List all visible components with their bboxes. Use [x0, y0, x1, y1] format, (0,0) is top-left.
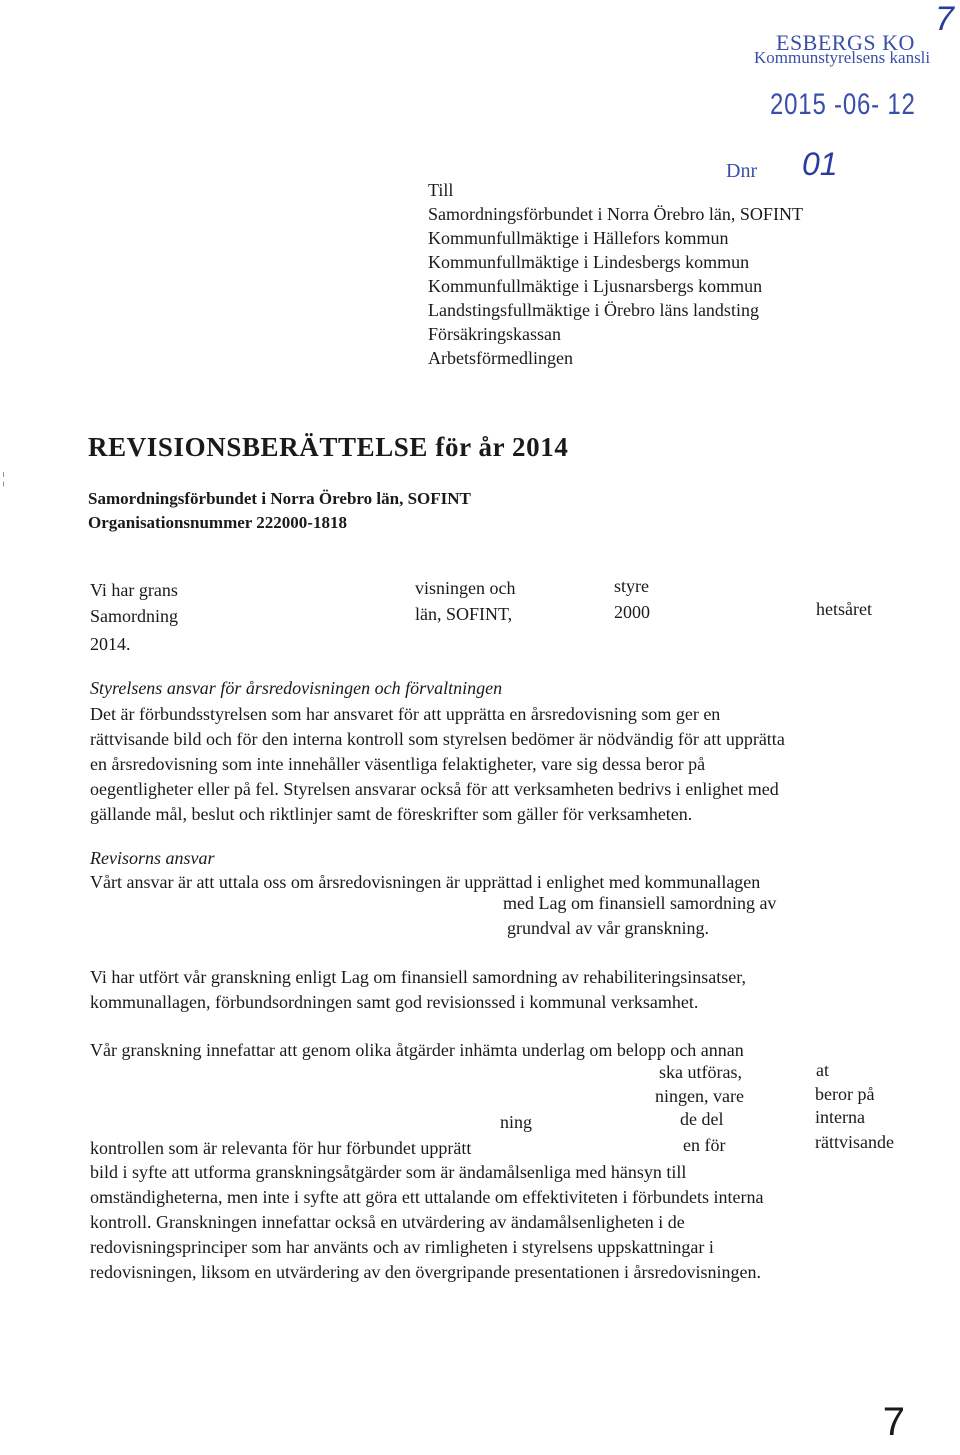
paragraph-line: Vi har utfört vår granskning enligt Lag om finansiell samordning av rehabiliteringsinsatser, — [90, 967, 747, 987]
paragraph-fragment: at — [816, 1060, 829, 1080]
stamp-dnr-label: Dnr — [726, 160, 758, 182]
paragraph-fragment: de del — [680, 1109, 724, 1129]
paragraph-line: oegentligheter eller på fel. Styrelsen ansvarar också för att verksamheten bedrivs i enlighet med — [90, 779, 779, 799]
paragraph — [90, 1160, 763, 1285]
paragraph-fragment: en för — [683, 1135, 726, 1155]
paragraph-line: en årsredovisning som inte innehåller väsentliga felaktigheter, vare sig dessa beror på — [90, 754, 706, 774]
paragraph-line: Vår granskning innefattar att genom olika åtgärder inhämta underlag om belopp och annan — [90, 1040, 744, 1060]
paragraph-line: bild i syfte att utforma granskningsåtgärder som är ändamålsenliga med hänsyn till — [90, 1162, 687, 1182]
recipient-block — [428, 178, 803, 370]
paragraph-fragment: ningen, vare — [655, 1086, 744, 1106]
page-number: 7 — [882, 1400, 905, 1444]
stamp-date: 2015 -06- 12 — [770, 88, 916, 121]
paragraph-line: Det är förbundsstyrelsen som har ansvaret för att upprätta en årsredovisning som ger en — [90, 704, 721, 724]
paragraph-line: med Lag om finansiell samordning av — [503, 893, 777, 913]
paragraph-fragment: beror på — [815, 1084, 875, 1104]
paragraph-line: gällande mål, beslut och riktlinjer samt de föreskrifter som gäller för verksamheten. — [90, 804, 693, 824]
paragraph-fragment: interna — [815, 1107, 865, 1127]
recipient-line: Samordningsförbundet i Norra Örebro län, SOFINT — [428, 204, 803, 224]
paragraph-fragment: rättvisande — [815, 1132, 894, 1152]
intro-fragment: 2000 — [614, 602, 650, 622]
paragraph-line: Vårt ansvar är att uttala oss om årsredovisningen är upprättad i enlighet med kommunallagen — [90, 872, 761, 892]
recipient-line: Landstingsfullmäktige i Örebro läns landsting — [428, 300, 759, 320]
intro-fragment: styre — [614, 576, 649, 596]
paragraph-fragment: kontrollen som är relevanta för hur förbundet upprätt — [90, 1138, 472, 1158]
paragraph-line: kommunallagen, förbundsordningen samt god revisionssed i kommunal verksamhet. — [90, 992, 699, 1012]
document-subtitle — [88, 487, 471, 535]
intro-fragment: hetsåret — [816, 599, 872, 619]
handwritten-dnr: 01 — [802, 146, 838, 182]
intro-fragment: län, SOFINT, — [415, 604, 513, 624]
recipient-line: Kommunfullmäktige i Lindesbergs kommun — [428, 252, 750, 272]
intro-fragment: Samordning — [90, 606, 178, 626]
section-heading: Styrelsens ansvar för årsredovisningen och förvaltningen — [90, 678, 503, 698]
paragraph-line: kontroll. Granskningen innefattar också en utvärdering av ändamålsenligheten i de — [90, 1212, 685, 1232]
paragraph-line: rättvisande bild och för den interna kontroll som styrelsen bedömer är nödvändig för att upprätta — [90, 729, 785, 749]
recipient-heading: Till — [428, 180, 454, 200]
recipient-line: Kommunfullmäktige i Ljusnarsbergs kommun — [428, 276, 763, 296]
stamp-subtitle: Kommunstyrelsens kansli — [754, 48, 931, 67]
paragraph-line: redovisningen, liksom en utvärdering av den övergripande presentationen i årsredovisningen. — [90, 1262, 761, 1282]
recipient-line: Kommunfullmäktige i Hällefors kommun — [428, 228, 729, 248]
section-heading: Revisorns ansvar — [90, 848, 215, 868]
intro-fragment: 2014. — [90, 634, 131, 654]
stamp-title: ESBERGS KO — [776, 30, 915, 55]
handwritten-corner-mark: 7 — [935, 0, 954, 38]
document-title: REVISIONSBERÄTTELSE för år 2014 — [88, 432, 569, 462]
organization-number: Organisationsnummer 222000-1818 — [88, 513, 347, 532]
recipient-line: Arbetsförmedlingen — [428, 348, 573, 368]
paragraph-line: grundval av vår granskning. — [507, 918, 709, 938]
intro-fragment: visningen och — [415, 578, 516, 598]
margin-mark: ¦ — [2, 470, 6, 487]
intro-fragment: Vi har grans — [90, 580, 178, 600]
section-paragraph — [90, 702, 785, 827]
paragraph-fragment: ska utföras, — [659, 1062, 742, 1082]
paragraph — [90, 965, 746, 1015]
recipient-line: Försäkringskassan — [428, 324, 561, 344]
paragraph-fragment: ning — [500, 1112, 533, 1132]
paragraph-line: redovisningsprinciper som har använts och av rimligheten i styrelsens uppskattningar i — [90, 1237, 714, 1257]
paragraph-line: omständigheterna, men inte i syfte att göra ett uttalande om effektiviteten i förbundets interna — [90, 1187, 764, 1207]
organization-name: Samordningsförbundet i Norra Örebro län, SOFINT — [88, 489, 471, 508]
